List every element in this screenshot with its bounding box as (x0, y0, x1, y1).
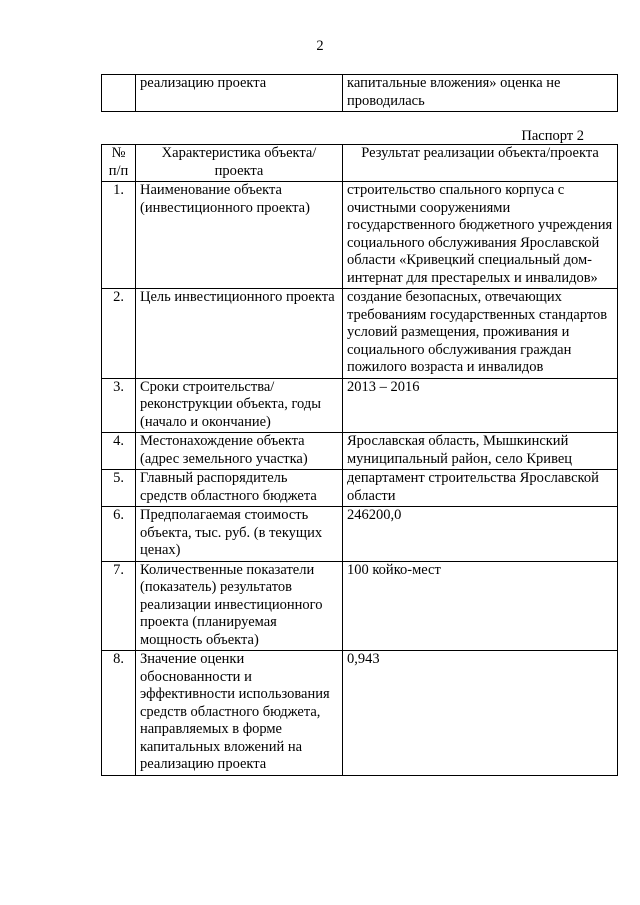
header-num: № п/п (102, 145, 136, 182)
table-row (102, 470, 618, 507)
row-result: 100 койко-мест (343, 561, 618, 651)
table-row (102, 433, 618, 470)
row-number: 6. (102, 507, 136, 562)
row-characteristic: Предполагаемая стоимость объекта, тыс. руб. (в текущих ценах) (136, 507, 343, 562)
table-row (102, 651, 618, 776)
row-result: строительство спального корпуса с очистными сооружениями государственного бюджетного учреждения социального обслуживания Ярославской области «Кривецкий специальный дом-интернат для престарелых и инвалидов» (343, 182, 618, 289)
row-number: 4. (102, 433, 136, 470)
table-row (102, 507, 618, 562)
row-number: 2. (102, 289, 136, 379)
header-result: Результат реализации объекта/проекта (343, 145, 618, 182)
table-row (102, 182, 618, 289)
table-row (102, 75, 618, 112)
row-result: 246200,0 (343, 507, 618, 562)
row-number: 7. (102, 561, 136, 651)
row-result: Ярославская область, Мышкинский муниципальный район, село Кривец (343, 433, 618, 470)
continuation-num-cell (102, 75, 136, 112)
table-row (102, 561, 618, 651)
row-characteristic: Количественные показатели (показатель) результатов реализации инвестиционного проекта (планируемая мощность объекта) (136, 561, 343, 651)
row-characteristic: Местонахождение объекта (адрес земельного участка) (136, 433, 343, 470)
row-number: 1. (102, 182, 136, 289)
header-characteristic: Характеристика объекта/проекта (136, 145, 343, 182)
row-number: 8. (102, 651, 136, 776)
row-characteristic: Значение оценки обоснованности и эффективности использования средств областного бюджета, направляемых в форме капитальных вложений на реализацию проекта (136, 651, 343, 776)
table-header-row (102, 145, 618, 182)
row-characteristic: Цель инвестиционного проекта (136, 289, 343, 379)
row-number: 3. (102, 378, 136, 433)
row-result: создание безопасных, отвечающих требованиям государственных стандартов условий размещения, проживания и социального обслуживания граждан пожилого возраста и инвалидов (343, 289, 618, 379)
row-characteristic: Сроки строительства/реконструкции объекта, годы (начало и окончание) (136, 378, 343, 433)
passport-table (101, 144, 618, 776)
table-row (102, 378, 618, 433)
continuation-table (101, 74, 618, 112)
row-characteristic: Наименование объекта (инвестиционного проекта) (136, 182, 343, 289)
continuation-characteristic-cell: реализацию проекта (136, 75, 343, 112)
row-result: 2013 – 2016 (343, 378, 618, 433)
table-row (102, 289, 618, 379)
row-number: 5. (102, 470, 136, 507)
continuation-result-cell: капитальные вложения» оценка не проводилась (343, 75, 618, 112)
passport-label: Паспорт 2 (521, 128, 584, 144)
row-result: департамент строительства Ярославской области (343, 470, 618, 507)
page-number: 2 (316, 38, 324, 54)
row-result: 0,943 (343, 651, 618, 776)
row-characteristic: Главный распорядитель средств областного бюджета (136, 470, 343, 507)
